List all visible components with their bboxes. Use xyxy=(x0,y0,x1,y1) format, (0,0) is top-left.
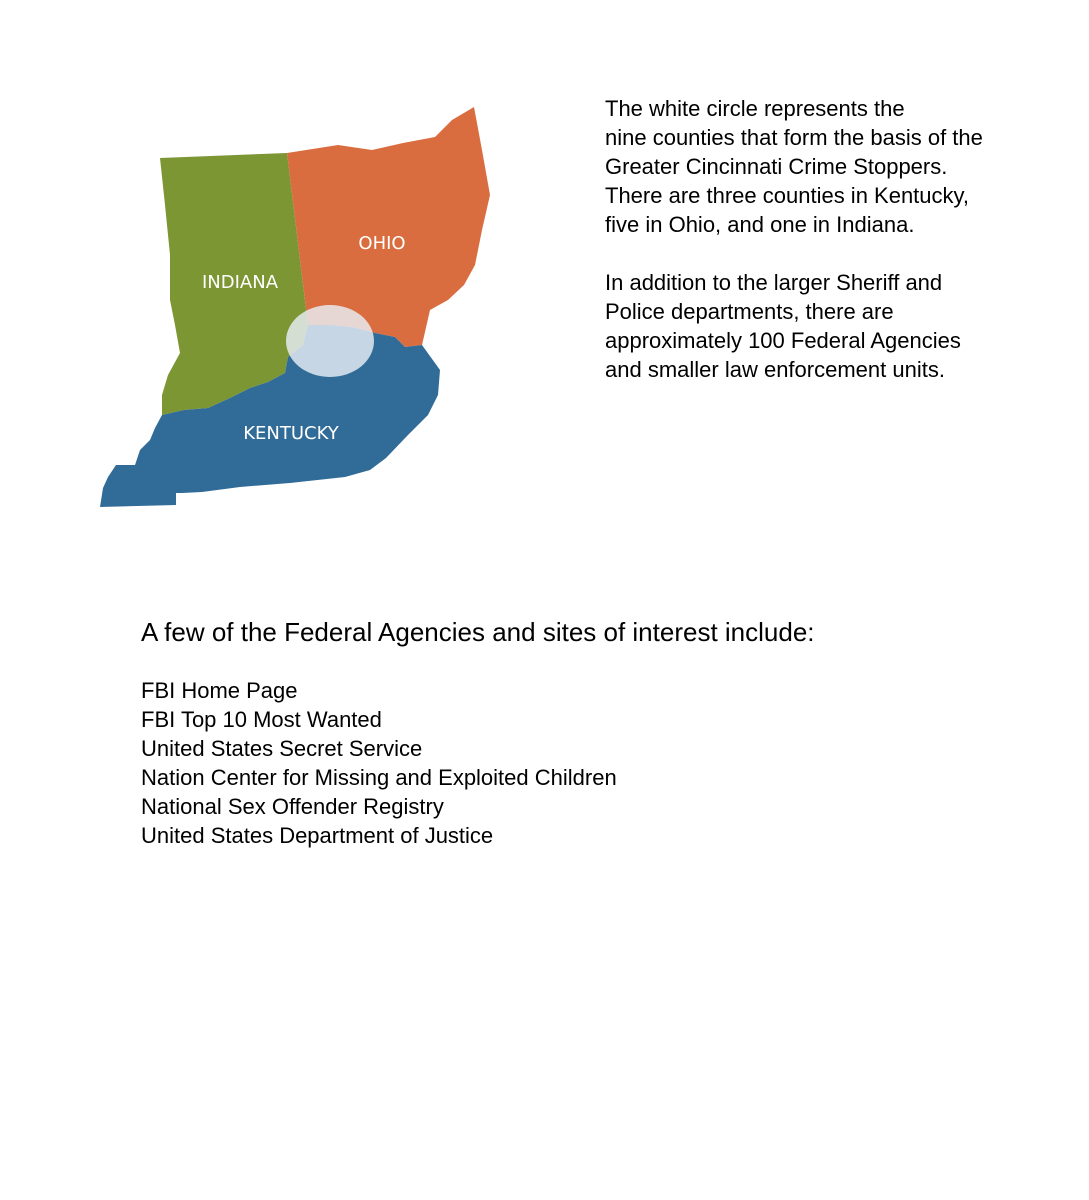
intro-text xyxy=(605,94,1065,413)
region-map xyxy=(90,95,510,515)
agencies-heading: A few of the Federal Agencies and sites of interest include: xyxy=(141,617,815,647)
ohio-label: OHIO xyxy=(358,233,406,254)
list-item xyxy=(141,705,617,734)
indiana-label: INDIANA xyxy=(201,272,279,293)
list-item xyxy=(141,734,617,763)
intro-paragraph-counties: The white circle represents the nine counties that form the basis of the Greater Cincinnati Crime Stoppers. There are three counties in Kentucky, five in Ohio, and one in Indiana. xyxy=(605,96,983,237)
department-of-justice-link[interactable]: United States Department of Justice xyxy=(141,823,494,848)
region-map-graphic xyxy=(90,95,510,515)
secret-service-link[interactable]: United States Secret Service xyxy=(141,736,423,761)
list-item xyxy=(141,792,617,821)
list-item xyxy=(141,763,617,792)
list-item xyxy=(141,821,617,850)
fbi-home-link[interactable]: FBI Home Page xyxy=(141,678,298,703)
fbi-most-wanted-link[interactable]: FBI Top 10 Most Wanted xyxy=(141,707,382,732)
intro-paragraph-agencies: In addition to the larger Sheriff and Police departments, there are approximately 100 Federal Agencies and smaller law enforcement units. xyxy=(605,270,961,382)
agency-link-list xyxy=(141,676,617,850)
nine-county-circle xyxy=(286,305,374,377)
kentucky-label: KENTUCKY xyxy=(243,423,339,444)
list-item xyxy=(141,676,617,705)
sex-offender-registry-link[interactable]: National Sex Offender Registry xyxy=(141,794,444,819)
missing-children-link[interactable]: Nation Center for Missing and Exploited Children xyxy=(141,765,617,790)
